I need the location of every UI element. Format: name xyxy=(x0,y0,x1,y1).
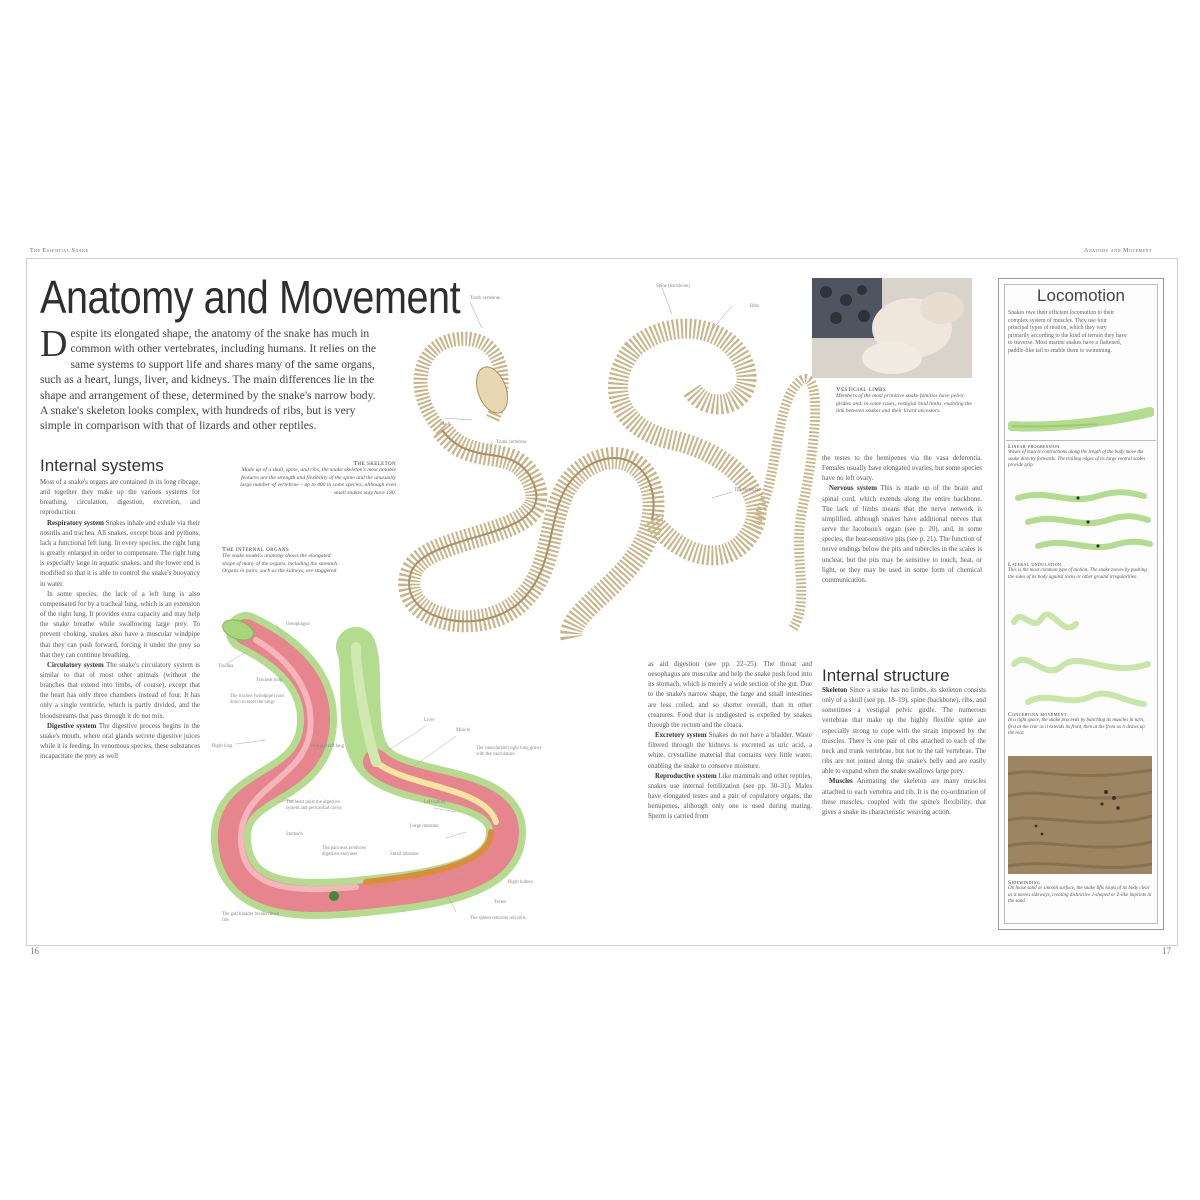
organ-label: Left kidney xyxy=(424,800,447,805)
organ-label: The spleen removes red cells xyxy=(470,916,526,921)
organ-label: Right lung xyxy=(212,744,233,749)
organ-label: Muscle xyxy=(456,728,471,733)
concertina-caption: Concertina movement In a tight space, the snake proceeds by bunching its muscles in turn, first at the rear as it extends its front, then at the front as it draws up the rear. xyxy=(1008,712,1145,737)
locomotion-intro: Snakes owe their efficient locomotion to their complex system of muscles. They use four principal types of motion, which they vary primarily according to the kind of terrain they have to traverse. Most marine snakes have a flattened, paddle-like tail to enable them to swimming. xyxy=(1008,310,1127,354)
paragraph: Excretory system Snakes do not have a bladder. Waste filtered through the kidneys is excreted as uric acid, a white, crystalline material that contains very little water, enabling the snake to conserve moisture. xyxy=(648,732,812,770)
paragraph: Skeleton Since a snake has no limbs, its skeleton consists only of a skull (see pp. 18–19), spine (backbone), ribs, and sometimes a vestigial pelvic girdle. The numerous vertebrae that make up the highly flexible spine are especially strong to cope with the strain imposed by the muscles. There is one pair of ribs attached to each of the neck and trunk vertebrae, but not to the tail vertebrae. The ribs are not joined along the snake's belly and are easily able to expand when the snake swallows large prey. xyxy=(822,687,986,776)
skeleton-label-ribs: Ribs xyxy=(750,304,759,309)
organ-label: The heart pulls the digestive system and pericardial cavity xyxy=(286,800,343,811)
organ-label: Tracheal lung xyxy=(256,678,283,683)
organ-label: Oesophagus xyxy=(286,622,310,627)
sand-tracks-photo xyxy=(1008,756,1152,874)
organ-label: Stomach xyxy=(286,832,303,837)
lateral-undulation-illustration xyxy=(1008,604,1154,714)
intro-paragraph xyxy=(40,323,380,434)
section-heading-internal-systems: Internal systems xyxy=(40,456,164,475)
linear-progression-illustration xyxy=(1008,484,1154,562)
page-title: Anatomy and Movement xyxy=(40,271,461,323)
page-number-right: 17 xyxy=(1162,946,1171,956)
internal-structure-text xyxy=(822,686,986,818)
snake-skeleton-illustration xyxy=(372,280,832,660)
internal-organs-illustration xyxy=(206,612,526,932)
middle-text-column xyxy=(648,660,812,823)
right-text-column-top xyxy=(822,454,982,586)
skeleton-label-trunk-vertebrae: Trunk vertebrae xyxy=(496,440,527,445)
organ-label: Trachea xyxy=(218,664,234,669)
skeleton-label-tooth-vertebrae: Tooth vertebrae xyxy=(470,296,501,301)
page-number-left: 16 xyxy=(30,946,39,956)
vestigial-limbs-caption: Vestigial limbs Members of the most primitive snake families have pelvic girdles and, in some cases, vestigial hind limbs, enabling the link between snakes and their lizard ancestors. xyxy=(836,386,972,415)
paragraph: In some species, the lack of a left lung is also compensated for by a tracheal lung, which is an extension of the right lung. It provides extra capacity and may help the snake breathe while swallowing large prey. To prevent choking, snakes also have a muscular windpipe that they can push forward, forcing it under the prey so that they can continue breathing. xyxy=(40,590,200,659)
organ-label: Large intestine xyxy=(410,824,439,829)
divider xyxy=(1006,440,1156,441)
skeleton-caption: The skeleton Made up of a skull, spine, and ribs, the snake skeleton's most notable features are the strength and flexibility of the spine and the unusually large number of vertebrae – up to 400 in some species, although even small snakes may have 180. xyxy=(240,460,396,496)
organ-label: Liver xyxy=(424,718,435,723)
organs-caption: The internal organs The snake model's anatomy shows the elongated shape of many of the organs, including the stomach. Organs in pairs, such as the kidneys, are staggered. xyxy=(222,546,339,575)
marine-snake-illustration xyxy=(1008,404,1154,438)
lateral-undulation-caption: Lateral undulation This is the most common type of motion. The snake moves by pushing the sides of its body against rocks or other ground irregularities. xyxy=(1008,562,1147,580)
sidewinding-caption: Sidewinding On loose sand or smooth surface, the snake lifts loops of its body clear as it moves sideways, creating distinctive J-shaped or Z-like imprints in the sand. xyxy=(1008,880,1152,905)
drop-cap: D xyxy=(40,323,68,365)
paragraph: Respiratory system Snakes inhale and exhale via their nostrils and trachea. All snakes, except boas and pythons, lack a functional left lung. In every species, the right lung is greatly enlarged in order to compensate. The right lung is especially large in aquatic snakes, and the lower end is modified so that it is able to control the snake's buoyancy in water. xyxy=(40,519,200,588)
organ-label: The gall bladder breaks down fats xyxy=(222,912,280,923)
skeleton-label-tail-vertebrae: Tail vertebrae xyxy=(734,488,761,493)
organ-label: Small intestine xyxy=(390,852,419,857)
paragraph: the testes to the hemipenes via the vasa deferentia. Females usually have elongated ovaries, but some species have no left ovary. xyxy=(822,455,982,483)
locomotion-title: Locomotion xyxy=(1037,286,1125,305)
organ-label: Right kidney xyxy=(508,880,533,885)
running-head-right: Anatomy and Movement xyxy=(1084,248,1152,254)
organ-label: The vascularized right lung grows with the vasculature xyxy=(476,746,542,757)
vestigial-limbs-photo xyxy=(812,278,972,378)
paragraph: Most of a snake's organs are contained in its long ribcage, and together they make up the various systems for breathing, circulation, digestion, excretion, and reproduction. xyxy=(40,479,200,517)
running-head-left: The Essential Snake xyxy=(30,248,89,254)
linear-progression-caption: Linear progression Waves of muscle contractions along the length of the body move the snake directly forwards. The trailing edges of its large ventral scales provide grip. xyxy=(1008,444,1146,469)
skeleton-label-spine: Spine (backbone) xyxy=(656,284,690,289)
internal-systems-text xyxy=(40,478,200,762)
organ-label: Vestigial left lung xyxy=(310,744,345,749)
organ-label: The trachea (windpipe) runs down to meet the lungs xyxy=(230,694,285,705)
section-heading-internal-structure: Internal structure xyxy=(822,666,950,685)
paragraph: Reproductive system Like mammals and other reptiles, snakes use internal fertilization (see pp. 30–31). Males have elongated testes and a pair of copulatory organs, the hemipenes, although only one is used during mating. Sperm is carried from xyxy=(648,772,812,821)
organ-label: Testes xyxy=(494,900,506,905)
paragraph: Nervous system This is made up of the brain and spinal cord, which extends along the entire backbone. The lack of limbs means that the nerve network is simplified, although snakes have additional nerves that serve the Jacobson's organ (see p. 20), and, in some species, the heat-sensitive pits (see p. 21). The function of nerve endings below the pits and tubercles in the scales is unclear, but the pits may be sensitive to touch, heat, or light, or they may be used in some form of chemical communication. xyxy=(822,485,982,584)
skeleton-label-skull: Skull xyxy=(440,422,451,427)
paragraph: Digestive system The digestive process begins in the snake's mouth, where oral glands secrete digestive juices while it is feeding. In venomous species, these substances incapacitate the prey as well xyxy=(40,722,200,761)
paragraph: Muscles Animating the skeleton are many muscles attached to each vertebra and rib. It is the co-ordination of these muscles, coupled with the spine's flexibility, that gives a snake its characteristic weaving action. xyxy=(822,778,986,816)
paragraph: as aid digestion (see pp. 22–25). The throat and oesophagus are muscular and help the snake push food into its stomach, which is merely a wide section of the gut. Due to the snake's narrow shape, the large and small intestines are less coiled, and so shorter overall, than in other creatures. Food that is undigested is expelled by snakes through the rectum and the cloaca. xyxy=(648,661,812,729)
intro-text: espite its elongated shape, the anatomy of the snake has much in common with other vertebrates, including humans. It relies on the same systems to support life and shares many of the same organs, such as a heart, lungs, liver, and kidneys. The main differences lie in the shape and arrangement of these, determined by the snake's narrow body. A snake's skeleton looks complex, with hundreds of ribs, but is very simple in comparison with that of lizards and other reptiles. xyxy=(40,327,377,433)
paragraph: Circulatory system The snake's circulatory system is similar to that of most other animals (without the branches that extend into limbs, of course), except that the heart has only three chambers instead of four. It has only a single ventricle, which is partly divided, and the bloodstreams that pass through it do not mix. xyxy=(40,661,200,720)
organ-label: The pancreas produces digestive enzymes xyxy=(322,846,366,857)
